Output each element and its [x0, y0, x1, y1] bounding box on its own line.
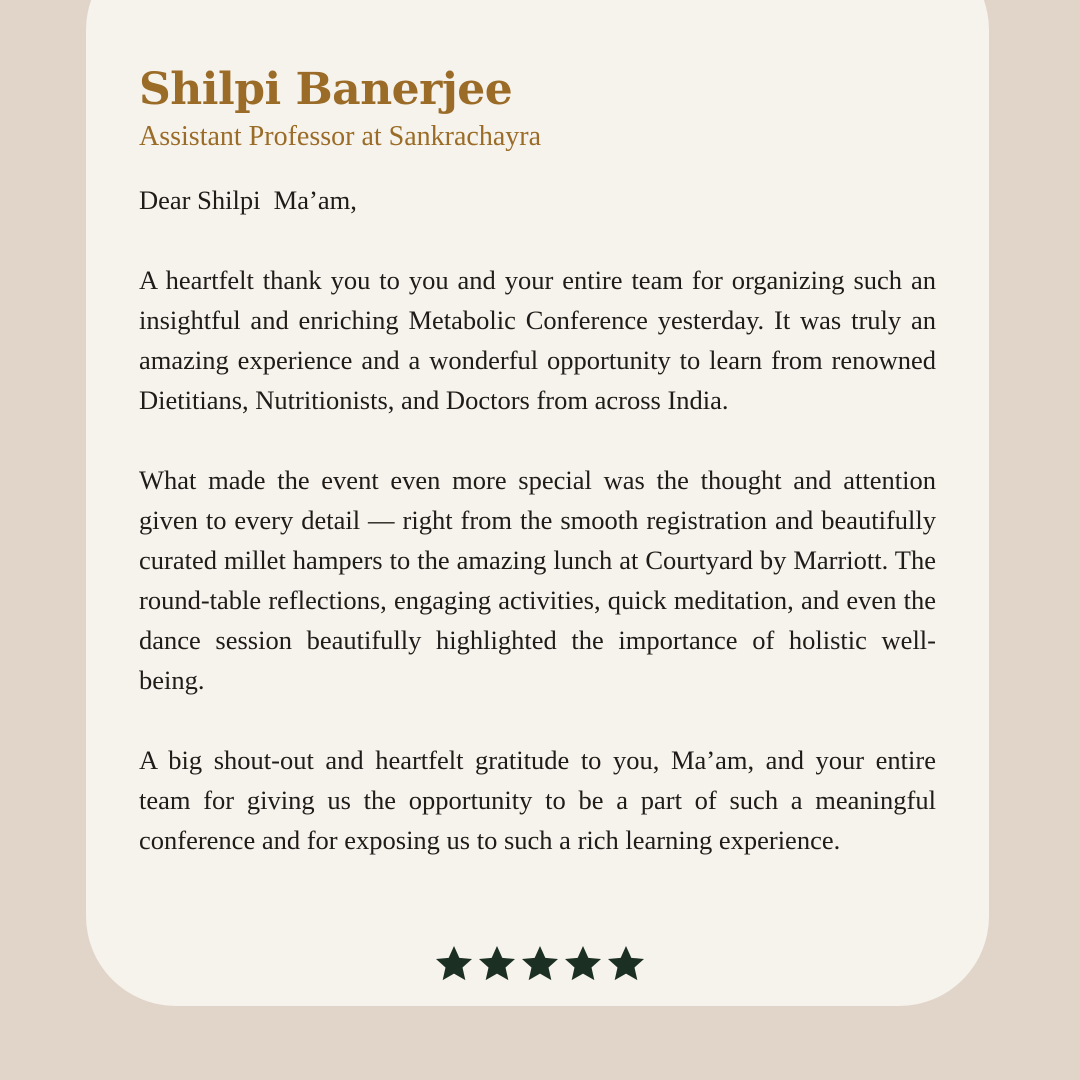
star-rating — [434, 944, 646, 986]
author-name: Shilpi Banerjee — [139, 64, 513, 115]
testimonial-letter — [139, 180, 936, 900]
letter-paragraph-3: A big shout-out and heartfelt gratitude to you, Ma’am, and your entire team for giving us the opportunity to be a part of such a meaningful conference and for exposing us to such a rich learning experience. — [139, 745, 936, 855]
star-icon — [477, 944, 517, 984]
letter-greeting: Dear Shilpi Ma’am, — [139, 185, 357, 215]
star-icon — [563, 944, 603, 984]
letter-paragraph-1: A heartfelt thank you to you and your entire team for organizing such an insightful and enriching Metabolic Conference yesterday. It was truly an amazing experience and a wonderful opportunity to learn from renowned Dietitians, Nutritionists, and Doctors from across India. — [139, 265, 936, 415]
letter-paragraph-2: What made the event even more special was the thought and attention given to every detail — right from the smooth registration and beautifully curated millet hampers to the amazing lunch at Courtyard by Marriott. The round-table reflections, engaging activities, quick meditation, and even the dance session beautifully highlighted the importance of holistic well-being. — [139, 465, 936, 695]
star-icon — [606, 944, 646, 984]
star-icon — [434, 944, 474, 984]
author-role: Assistant Professor at Sankrachayra — [139, 121, 542, 152]
star-icon — [520, 944, 560, 984]
